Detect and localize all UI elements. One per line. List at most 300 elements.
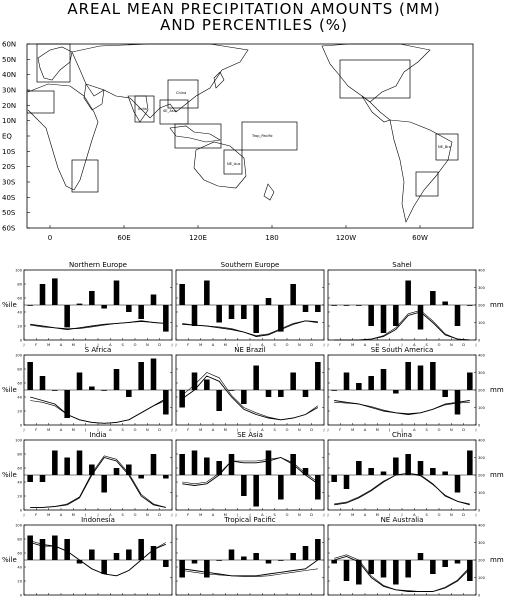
- month-label: J: [171, 343, 173, 347]
- month-label: S: [273, 513, 276, 517]
- percentile-bar: [204, 380, 210, 391]
- lat-label: 10S: [2, 147, 16, 156]
- precip-tick-label: 100: [478, 576, 485, 580]
- percentile-bar: [204, 281, 210, 306]
- month-label: M: [351, 343, 355, 347]
- lon-tick-labels: [48, 225, 428, 242]
- percentile-tick-label: 60: [17, 466, 22, 471]
- percentile-tick-label: 20: [17, 494, 22, 499]
- percentile-bar: [356, 383, 362, 390]
- percentile-bar: [266, 451, 272, 476]
- lon-label: 0: [47, 234, 53, 242]
- percentile-tick-label: 0: [19, 423, 22, 428]
- left-unit-label: %ile: [2, 386, 17, 394]
- month-label: A: [109, 428, 112, 432]
- percentile-bar: [52, 278, 58, 305]
- month-label: J: [475, 513, 477, 517]
- percentile-tick-label: 80: [17, 367, 22, 372]
- percentile-bar: [418, 366, 424, 391]
- percentile-bar: [138, 362, 144, 390]
- percentile-bar: [315, 539, 321, 560]
- percentile-bar: [192, 305, 198, 326]
- percentile-bar: [303, 305, 309, 312]
- month-label: J: [323, 343, 325, 347]
- percentile-bar: [77, 373, 83, 391]
- panel-title: Northern Europe: [69, 261, 127, 269]
- month-label: M: [199, 513, 203, 517]
- percentile-bar: [356, 305, 362, 306]
- month-label: F: [35, 513, 38, 517]
- percentile-bar: [430, 560, 436, 574]
- percentile-bar: [368, 376, 374, 390]
- precip-tick-label: 400: [478, 523, 485, 528]
- month-label: N: [449, 428, 453, 432]
- month-label: D: [158, 513, 162, 517]
- month-label: N: [145, 513, 149, 517]
- region-label-india: India: [138, 107, 147, 111]
- percentile-bar: [381, 472, 387, 476]
- panel: [326, 516, 485, 597]
- percentile-bar: [278, 390, 284, 397]
- month-label: D: [462, 343, 466, 347]
- percentile-tick-label: 100: [15, 268, 22, 273]
- month-label: M: [71, 428, 75, 432]
- normal-precip-line: [334, 402, 470, 413]
- month-label: M: [351, 513, 355, 517]
- lat-label: 50N: [2, 55, 17, 64]
- month-label: J: [249, 428, 251, 432]
- month-label: O: [437, 428, 441, 432]
- percentile-bar: [467, 451, 473, 476]
- percentile-bar: [64, 458, 70, 476]
- percentile-tick-label: 0: [19, 508, 22, 513]
- observed-precip-line: [334, 557, 470, 592]
- percentile-bar: [163, 560, 169, 567]
- lat-tick-labels: [2, 41, 30, 233]
- percentile-bar: [442, 302, 448, 306]
- month-label: J: [237, 428, 239, 432]
- month-label: O: [133, 343, 137, 347]
- left-unit-label: %ile: [2, 556, 17, 564]
- region-label-se-asia: SE_Asia: [163, 109, 177, 113]
- percentile-bar: [229, 390, 235, 391]
- percentile-bar: [467, 305, 473, 306]
- percentile-tick-label: 100: [15, 353, 22, 358]
- percentile-tick-label: 20: [17, 324, 22, 329]
- percentile-bar: [64, 390, 70, 418]
- percentile-bar: [393, 390, 399, 394]
- percentile-bar: [418, 553, 424, 560]
- percentile-bar: [368, 305, 374, 326]
- percentile-bar: [27, 536, 33, 561]
- percentile-bar: [331, 390, 337, 391]
- percentile-bar: [418, 305, 424, 330]
- panel-title: Indonesia: [81, 516, 115, 524]
- percentile-bar: [151, 359, 157, 391]
- month-label: A: [211, 513, 215, 517]
- precip-tick-label: 100: [478, 321, 485, 325]
- month-label: J: [175, 513, 177, 517]
- percentile-bar: [192, 560, 198, 564]
- percentile-bar: [368, 468, 374, 475]
- right-unit-label: mm: [490, 471, 504, 479]
- percentile-bar: [303, 390, 309, 397]
- panel: [326, 346, 485, 432]
- percentile-bar: [101, 560, 107, 574]
- month-label: M: [199, 343, 203, 347]
- month-label: J: [389, 343, 391, 347]
- month-label: J: [175, 428, 177, 432]
- percentile-bar: [381, 560, 387, 578]
- right-unit-label: mm: [490, 556, 504, 564]
- percentile-bar: [216, 305, 222, 323]
- precip-tick-label: 200: [478, 473, 485, 478]
- month-label: A: [363, 513, 367, 517]
- month-label: M: [199, 428, 203, 432]
- percentile-bar: [138, 539, 144, 560]
- percentile-bar: [290, 373, 296, 391]
- lon-label: 120W: [335, 234, 357, 242]
- month-label: J: [389, 428, 391, 432]
- percentile-tick-label: 20: [17, 579, 22, 584]
- month-label: M: [47, 513, 51, 517]
- percentile-bar: [229, 305, 235, 319]
- month-label: J: [401, 343, 403, 347]
- month-label: J: [237, 343, 239, 347]
- panel: [326, 431, 485, 517]
- percentile-bar: [430, 291, 436, 305]
- percentile-bar: [114, 369, 120, 390]
- month-label: O: [133, 428, 137, 432]
- precip-tick-label: 400: [478, 353, 485, 358]
- percentile-bar: [344, 305, 350, 306]
- percentile-bar: [89, 291, 95, 305]
- normal-precip-line: [334, 310, 470, 340]
- observed-precip-line: [182, 458, 318, 486]
- percentile-bar: [442, 560, 448, 567]
- panel-title: NE Brazil: [234, 346, 266, 354]
- normal-precip-line: [182, 458, 318, 484]
- percentile-bar: [241, 557, 247, 561]
- percentile-bar: [393, 458, 399, 476]
- percentile-bar: [192, 451, 198, 476]
- month-label: O: [437, 343, 441, 347]
- panel: [326, 261, 485, 347]
- month-label: J: [327, 343, 329, 347]
- panel-title: SE Asia: [237, 431, 263, 439]
- percentile-bar: [315, 362, 321, 390]
- percentile-bar: [430, 468, 436, 475]
- month-label: J: [323, 428, 325, 432]
- month-label: F: [339, 428, 342, 432]
- lat-label: EQ: [2, 132, 12, 141]
- month-label: N: [449, 513, 453, 517]
- percentile-tick-label: 60: [17, 381, 22, 386]
- percentile-bar: [204, 560, 210, 578]
- percentile-bar: [253, 305, 259, 333]
- precip-tick-label: 300: [478, 541, 485, 545]
- month-label: J: [175, 343, 177, 347]
- percentile-bar: [331, 475, 337, 482]
- percentile-bar: [89, 387, 95, 391]
- percentile-bar: [331, 560, 337, 564]
- panel-title: Southern Europe: [220, 261, 280, 269]
- month-label: N: [297, 428, 301, 432]
- month-label: S: [425, 513, 428, 517]
- percentile-bar: [241, 475, 247, 496]
- percentile-bar: [290, 553, 296, 560]
- percentile-bar: [114, 553, 120, 560]
- percentile-bar: [393, 560, 399, 585]
- lon-label: 60W: [412, 234, 428, 242]
- region-boxes: [27, 44, 458, 196]
- percentile-bar: [151, 454, 157, 475]
- month-label: A: [261, 428, 264, 432]
- month-label: F: [187, 343, 190, 347]
- percentile-bar: [138, 475, 144, 479]
- observed-precip-line: [334, 473, 470, 505]
- precip-tick-label: 400: [478, 268, 485, 273]
- month-label: M: [71, 343, 75, 347]
- percentile-bar: [216, 560, 222, 561]
- percentile-tick-label: 40: [17, 565, 22, 570]
- right-unit-label: mm: [490, 301, 504, 309]
- panel-title: SE South America: [370, 346, 434, 354]
- world-map: [2, 41, 473, 243]
- month-label: F: [187, 428, 190, 432]
- continent-outlines: [28, 44, 452, 222]
- precip-tick-label: 100: [478, 491, 485, 495]
- month-label: J: [389, 513, 391, 517]
- observed-precip-line: [30, 543, 166, 576]
- precip-tick-label: 300: [478, 456, 485, 460]
- percentile-tick-label: 100: [15, 523, 22, 528]
- percentile-bar: [405, 281, 411, 306]
- percentile-bar: [179, 454, 185, 475]
- month-label: M: [47, 428, 51, 432]
- lon-label: 120E: [189, 234, 207, 242]
- month-label: J: [171, 428, 173, 432]
- percentile-bar: [126, 305, 132, 312]
- percentile-tick-label: 20: [17, 409, 22, 414]
- region-label-ne-aus: NE_Aus: [227, 162, 241, 166]
- month-label: N: [145, 428, 149, 432]
- percentile-bar: [266, 298, 272, 305]
- region-label-china: China: [176, 91, 187, 95]
- month-label: A: [363, 428, 367, 432]
- page-title-line2: AND PERCENTILES (%): [160, 16, 348, 34]
- lon-label: 180: [265, 234, 279, 242]
- precip-tick-label: 300: [478, 371, 485, 375]
- percentile-tick-label: 60: [17, 551, 22, 556]
- percentile-bar: [315, 305, 321, 312]
- left-unit-label: %ile: [2, 301, 17, 309]
- percentile-bar: [163, 475, 169, 479]
- percentile-bar: [430, 362, 436, 390]
- lat-label: 10N: [2, 117, 17, 126]
- percentile-bar: [101, 475, 107, 493]
- month-label: J: [327, 428, 329, 432]
- region-labels: [138, 91, 451, 166]
- percentile-tick-label: 40: [17, 480, 22, 485]
- month-label: M: [375, 513, 379, 517]
- observed-precip-line: [182, 321, 318, 337]
- month-label: J: [323, 513, 325, 517]
- panel: [15, 431, 172, 517]
- right-unit-label: mm: [490, 386, 504, 394]
- month-label: S: [273, 428, 276, 432]
- month-label: M: [375, 343, 379, 347]
- lon-label: 60E: [117, 234, 131, 242]
- percentile-bar: [467, 373, 473, 391]
- percentile-bar: [114, 468, 120, 475]
- lat-label: 60N: [2, 40, 17, 49]
- percentile-bar: [290, 284, 296, 305]
- percentile-bar: [241, 390, 247, 404]
- percentile-bar: [405, 454, 411, 475]
- percentile-tick-label: 80: [17, 452, 22, 457]
- lat-label: 60S: [2, 224, 16, 233]
- percentile-bar: [266, 390, 272, 397]
- month-label: J: [401, 513, 403, 517]
- month-label: M: [223, 343, 227, 347]
- month-label: J: [171, 513, 173, 517]
- percentile-bar: [393, 305, 399, 326]
- panel: [174, 261, 324, 347]
- lat-label: 30S: [2, 178, 16, 187]
- percentile-bar: [278, 560, 284, 561]
- lat-label: 30N: [2, 86, 17, 95]
- percentile-bar: [138, 305, 144, 319]
- month-label: N: [297, 343, 301, 347]
- percentile-bar: [315, 475, 321, 500]
- percentile-bar: [77, 451, 83, 476]
- percentile-bar: [455, 560, 461, 564]
- percentile-bar: [368, 560, 374, 574]
- percentile-bar: [40, 475, 46, 482]
- month-label: S: [273, 343, 276, 347]
- month-label: A: [59, 428, 63, 432]
- precip-tick-label: 200: [478, 303, 485, 308]
- percentile-bar: [241, 305, 247, 319]
- month-label: F: [339, 343, 342, 347]
- lat-label: 50S: [2, 209, 16, 218]
- percentile-bar: [229, 550, 235, 561]
- month-label: N: [145, 343, 149, 347]
- lat-label: 20S: [2, 163, 16, 172]
- month-label: N: [449, 343, 453, 347]
- month-label: J: [97, 428, 99, 432]
- month-label: J: [249, 343, 251, 347]
- percentile-tick-label: 100: [15, 438, 22, 443]
- percentile-bar: [278, 475, 284, 500]
- percentile-tick-label: 60: [17, 296, 22, 301]
- panel: [174, 431, 324, 517]
- percentile-bar: [163, 390, 169, 415]
- percentile-tick-label: 0: [19, 338, 22, 343]
- month-label: J: [23, 343, 25, 347]
- percentile-bar: [114, 281, 120, 306]
- month-label: D: [158, 428, 162, 432]
- percentile-tick-label: 80: [17, 537, 22, 542]
- percentile-bar: [27, 362, 33, 390]
- percentile-bar: [455, 305, 461, 326]
- month-label: A: [59, 343, 63, 347]
- percentile-bar: [27, 475, 33, 482]
- percentile-tick-label: 40: [17, 395, 22, 400]
- percentile-bar: [89, 550, 95, 561]
- percentile-bar: [303, 546, 309, 560]
- month-label: J: [401, 428, 403, 432]
- precip-tick-label: 200: [478, 558, 485, 563]
- month-label: A: [413, 343, 416, 347]
- page-title-line1: AREAL MEAN PRECIPITATION AMOUNTS (MM): [67, 0, 441, 18]
- region-label-trop-pacific: Trop_Pacific: [252, 134, 273, 138]
- precip-tick-label: 400: [478, 438, 485, 443]
- percentile-bar: [253, 553, 259, 560]
- panel-title: Sahel: [392, 261, 412, 269]
- percentile-bar: [344, 373, 350, 391]
- month-label: O: [133, 513, 137, 517]
- month-label: M: [351, 428, 355, 432]
- observed-precip-line: [182, 376, 318, 420]
- month-label: J: [85, 513, 87, 517]
- percentile-bar: [52, 451, 58, 476]
- month-label: F: [339, 513, 342, 517]
- panel: [15, 346, 172, 432]
- month-label: M: [47, 343, 51, 347]
- percentile-bar: [344, 475, 350, 489]
- percentile-bar: [126, 390, 132, 397]
- percentile-bar: [52, 536, 58, 561]
- percentile-bar: [77, 304, 83, 305]
- panel: [15, 261, 172, 347]
- percentile-bar: [101, 305, 107, 309]
- month-label: J: [237, 513, 239, 517]
- month-label: D: [310, 513, 314, 517]
- lat-label: 40S: [2, 193, 16, 202]
- panel-title: NE Australia: [380, 516, 424, 524]
- percentile-bar: [418, 461, 424, 475]
- percentile-bar: [27, 305, 33, 306]
- percentile-bar: [381, 305, 387, 333]
- precip-tick-label: 0: [478, 338, 481, 343]
- observed-precip-line: [30, 397, 166, 423]
- panel: [174, 346, 324, 432]
- month-label: O: [437, 513, 441, 517]
- precip-tick-label: 0: [478, 423, 481, 428]
- month-label: S: [121, 428, 124, 432]
- percentile-bar: [126, 550, 132, 561]
- month-label: A: [211, 428, 215, 432]
- percentile-bar: [405, 362, 411, 390]
- percentile-bar: [64, 539, 70, 560]
- month-label: D: [310, 343, 314, 347]
- month-label: A: [109, 513, 112, 517]
- map-frame: [27, 44, 473, 228]
- month-label: A: [109, 343, 112, 347]
- percentile-tick-label: 40: [17, 310, 22, 315]
- percentile-bar: [253, 475, 259, 507]
- month-label: J: [327, 513, 329, 517]
- month-label: M: [375, 428, 379, 432]
- month-label: S: [121, 343, 124, 347]
- panel-title: S Africa: [84, 346, 112, 354]
- month-label: N: [297, 513, 301, 517]
- month-label: J: [475, 428, 477, 432]
- month-label: J: [23, 428, 25, 432]
- month-label: J: [85, 343, 87, 347]
